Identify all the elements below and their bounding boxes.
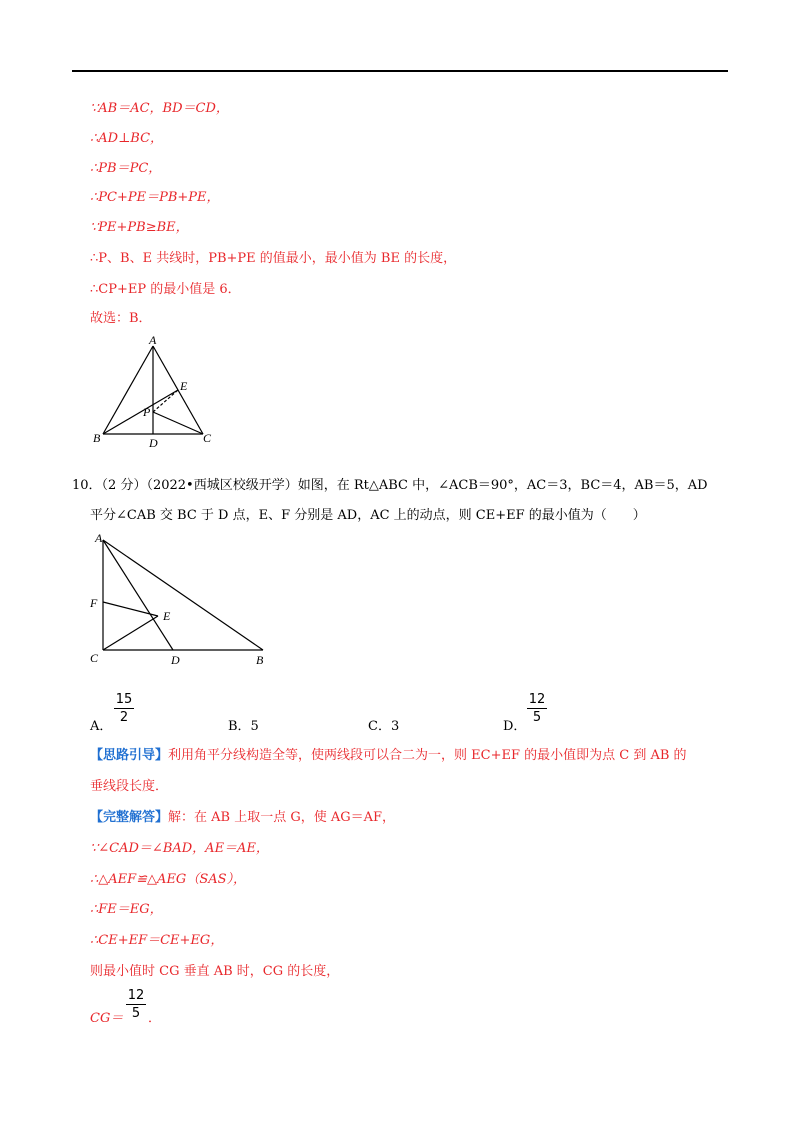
label-b: B bbox=[256, 653, 264, 667]
option-a-numerator: 15 bbox=[115, 692, 133, 707]
solution-line: ∴CE+EF＝CE+EG， bbox=[90, 933, 224, 948]
solution-first: 解：在 AB 上取一点 G，使 AG＝AF， bbox=[168, 810, 396, 825]
result-fraction bbox=[126, 988, 146, 1021]
segment-ad bbox=[103, 540, 173, 650]
option-c-label: C．3 bbox=[368, 719, 400, 734]
label-c: C bbox=[203, 431, 212, 445]
prev-solution-figure bbox=[85, 332, 225, 452]
fraction-bar bbox=[126, 1004, 146, 1005]
analysis-tag: 【思路引导】 bbox=[90, 748, 169, 763]
solution-tag: 【完整解答】 bbox=[90, 810, 169, 825]
prev-solution-line: ∴CP+EP 的最小值是 6． bbox=[90, 282, 241, 297]
solution-line: ∴△AEF≌△AEG（SAS）， bbox=[90, 872, 247, 887]
solution-line: 则最小值时 CG 垂直 AB 时，CG 的长度， bbox=[90, 964, 340, 979]
label-c: C bbox=[90, 651, 99, 665]
option-a-denominator: 2 bbox=[119, 710, 129, 725]
solution-line-1 bbox=[90, 809, 395, 827]
option-d-fraction bbox=[527, 692, 547, 725]
prev-solution-line: ∴AD⊥BC， bbox=[90, 131, 164, 146]
segment-ab bbox=[103, 540, 263, 650]
option-a-fraction bbox=[114, 692, 134, 725]
segment-ab bbox=[103, 346, 153, 434]
label-b: B bbox=[93, 431, 101, 445]
solution-line: ∵∠CAD＝∠BAD，AE＝AE， bbox=[90, 841, 269, 856]
prev-solution-line: ∵AB＝AC，BD＝CD， bbox=[90, 101, 229, 116]
segment-pc bbox=[153, 412, 203, 434]
label-p: P bbox=[143, 405, 151, 419]
prev-solution-line: ∴PC+PE＝PB+PE， bbox=[90, 190, 220, 205]
prev-solution-line: ∵PE+PB≥BE， bbox=[90, 220, 189, 235]
segment-fe bbox=[103, 602, 158, 616]
segment-ce bbox=[103, 616, 158, 650]
question-line-2: 平分∠CAB 交 BC 于 D 点，E、F 分别是 AD，AC 上的动点，则 CE+EF 的最小值为（ ） bbox=[90, 508, 646, 523]
segment-pe bbox=[153, 390, 178, 412]
prev-solution-line: 故选：B． bbox=[90, 311, 152, 326]
result-suffix: ． bbox=[148, 1011, 162, 1026]
label-a: A bbox=[95, 531, 103, 545]
result-prefix: CG＝ bbox=[90, 1011, 124, 1026]
option-d-label: D． bbox=[503, 719, 527, 734]
option-d-denominator: 5 bbox=[532, 710, 542, 725]
option-d-numerator: 12 bbox=[528, 692, 546, 707]
question-figure bbox=[85, 530, 275, 670]
label-e: E bbox=[163, 609, 171, 623]
fraction-bar bbox=[114, 708, 134, 709]
analysis-line-2: 垂线段长度． bbox=[90, 779, 169, 794]
label-d: D bbox=[149, 436, 158, 450]
analysis-text: 利用角平分线构造全等，使两线段可以合二为一，则 EC+EF 的最小值即为点 C 到 AB 的 bbox=[168, 748, 687, 763]
option-a-label: A． bbox=[90, 719, 113, 734]
header-rule bbox=[72, 70, 728, 72]
prev-solution-line: ∴PB＝PC， bbox=[90, 161, 162, 176]
analysis-line-1 bbox=[90, 747, 687, 765]
result-denominator: 5 bbox=[131, 1006, 141, 1021]
option-b-label: B．5 bbox=[228, 719, 259, 734]
label-e: E bbox=[180, 379, 188, 393]
fraction-bar bbox=[527, 708, 547, 709]
label-f: F bbox=[90, 596, 98, 610]
prev-solution-line: ∴P、B、E 共线时，PB+PE 的值最小，最小值为 BE 的长度， bbox=[90, 251, 457, 266]
result-numerator: 12 bbox=[127, 988, 145, 1003]
question-line-1: 10．（2 分）（2022•西城区校级开学）如图，在 Rt△ABC 中，∠ACB＝90°，AC＝3，BC＝4，AB＝5，AD bbox=[72, 478, 708, 493]
segment-be bbox=[103, 390, 178, 434]
label-a: A bbox=[149, 333, 157, 347]
solution-line: ∴FE＝EG， bbox=[90, 902, 163, 917]
label-d: D bbox=[171, 653, 180, 667]
